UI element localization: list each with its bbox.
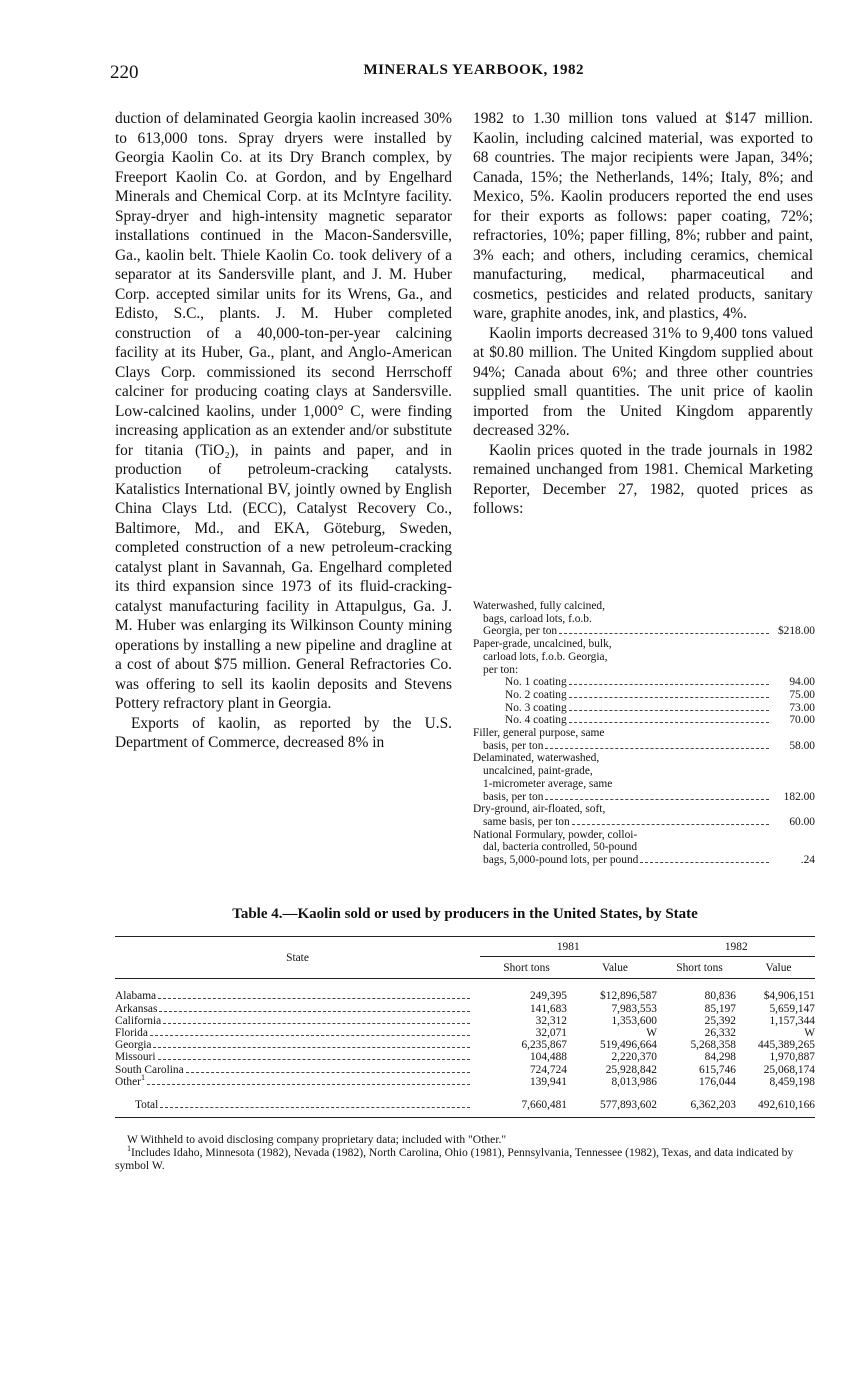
price-label: No. 4 coating xyxy=(505,714,567,727)
table-row xyxy=(115,1076,815,1088)
price-row xyxy=(473,689,815,702)
short-tons-cell: 724,724 xyxy=(529,1063,567,1076)
state-name xyxy=(115,1003,157,1015)
price-value: $218.00 xyxy=(777,625,815,638)
price-value: 75.00 xyxy=(789,688,815,701)
value-cell: 1,353,600 xyxy=(611,1014,657,1027)
price-row xyxy=(473,816,815,829)
price-label: same basis, per ton xyxy=(483,815,570,828)
price-value: 182.00 xyxy=(783,790,815,803)
price-label: 1-micrometer average, same xyxy=(483,777,613,790)
state-name xyxy=(115,1015,161,1027)
short-tons-cell: 80,836 xyxy=(704,990,736,1003)
price-row xyxy=(473,676,815,689)
paragraph: Exports of kaolin, as reported by the U.S. Department of Commerce, decreased 8% in xyxy=(115,714,452,751)
dot-leader xyxy=(186,1072,470,1073)
footnote-mark: 1 xyxy=(127,1144,131,1154)
price-value: 60.00 xyxy=(789,815,815,828)
state-label: Georgia xyxy=(115,1039,152,1052)
price-label: carload lots, f.o.b. Georgia, xyxy=(483,650,608,663)
price-row xyxy=(473,625,815,638)
price-row xyxy=(473,778,815,791)
short-tons-header: Short tons xyxy=(657,957,742,979)
value-header: Value xyxy=(573,957,657,979)
short-tons-cell: 85,197 xyxy=(704,1002,736,1015)
table-notes xyxy=(115,1133,820,1172)
price-row xyxy=(473,613,815,626)
state-name xyxy=(135,1099,158,1111)
short-tons-cell: 615,746 xyxy=(698,1063,736,1076)
table-row xyxy=(115,979,815,1003)
price-row xyxy=(473,803,815,816)
price-label: Paper-grade, uncalcined, bulk, xyxy=(473,638,612,651)
state-label: California xyxy=(115,1014,162,1027)
price-value: 58.00 xyxy=(789,739,815,752)
price-row xyxy=(473,752,815,765)
short-tons-cell: 32,071 xyxy=(535,1027,567,1040)
value-cell: 5,659,147 xyxy=(769,1002,815,1015)
price-row xyxy=(473,664,815,677)
price-label: Delaminated, waterwashed, xyxy=(473,752,600,765)
kaolin-table xyxy=(115,936,815,1118)
table-caption: Table 4.—Kaolin sold or used by producers in the United States, by State xyxy=(232,906,698,922)
price-row xyxy=(473,791,815,804)
state-label: Missouri xyxy=(115,1051,156,1064)
short-tons-cell: 176,044 xyxy=(698,1075,736,1088)
state-name xyxy=(115,1051,156,1063)
paragraph: duction of delaminated Georgia kaolin increased 30% to 613,000 tons. Spray dryers were installed by Georgia Kaolin Co. at its Dry Branch complex, by Freeport Kaolin Co. at Gordon, and by Engelhard Minerals and Chemical Corp. at its McIntyre facility. Spray-dryer and high-intensity magnetic separator installations continued in the Macon-Sandersville, Ga., kaolin belt. Thiele Kaolin Co. took delivery of a separator at its Sandersville plant, and J. M. Huber Corp. accepted similar units for its Wrens, Ga., and Edisto, S.C., plants. J. M. Huber completed construction of a 40,000-ton-per-year calcining facility at its Huber, Ga., plant, and Anglo-American Clays Corp. commissioned its second Herrschoff calciner for producing coating clays at Sandersville. Low-calcined kaolins, under 1,000° C, were finding increasing application as an extender and/or substitute for titania (TiO₂), in paints and paper, and in production of petroleum-cracking catalysts. Katalistics International BV, jointly owned by English China Clays Ltd. (ECC), Catalyst Recovery Co., Baltimore, Md., and EKA, Göteburg, Sweden, completed construction of a new petroleum-cracking catalyst plant in Savannah, Ga. Engelhard completed its third expansion since 1973 of its fluid-cracking-catalyst manufacturing facility in Attapulgus, Ga. J. M. Huber was enlarging its Wilkinson County mining operations by installing a new pipeline and dragline at a cost of about $75 million. General Refractories Co. was offering to sell its kaolin deposits and Stevens Pottery refractory plant in Georgia. xyxy=(115,110,452,712)
paragraph: Kaolin imports decreased 31% to 9,400 tons valued at $0.80 million. The United Kingdom supplied about 94%; Canada about 6%; and three other countries supplied small quantities. The unit price of kaolin imported from the United Kingdom apparently decreased 32%. xyxy=(473,324,813,439)
price-value: .24 xyxy=(800,854,815,867)
price-row xyxy=(473,702,815,715)
dot-leader xyxy=(559,633,769,634)
dot-leader xyxy=(159,1011,470,1012)
price-label: uncalcined, paint-grade, xyxy=(483,765,593,778)
state-name xyxy=(115,1064,184,1076)
short-tons-cell: 7,660,481 xyxy=(480,1088,573,1118)
price-label: bags, carload lots, f.o.b. xyxy=(483,612,592,625)
value-cell: $12,896,587 xyxy=(600,990,657,1003)
price-label: No. 3 coating xyxy=(505,701,567,714)
dot-leader xyxy=(569,697,769,698)
year-header-1982: 1982 xyxy=(657,937,815,957)
price-row xyxy=(473,841,815,854)
page-header xyxy=(110,62,584,88)
short-tons-cell: 249,395 xyxy=(529,990,567,1003)
table-row xyxy=(115,1003,815,1015)
state-header: State xyxy=(115,937,480,979)
page-number: 220 xyxy=(110,62,139,83)
price-label: No. 1 coating xyxy=(505,676,567,689)
table-row xyxy=(115,1039,815,1051)
value-cell: 8,013,986 xyxy=(611,1075,657,1088)
value-cell: 1,970,887 xyxy=(769,1051,815,1064)
value-cell: 8,459,198 xyxy=(769,1075,815,1088)
price-value: 73.00 xyxy=(789,701,815,714)
paragraph: Kaolin prices quoted in the trade journals in 1982 remained unchanged from 1981. Chemical Marketing Reporter, December 27, 1982, quoted prices as follows: xyxy=(473,441,813,517)
value-cell: 25,068,174 xyxy=(763,1063,815,1076)
dot-leader xyxy=(640,862,769,863)
footnote-text: Includes Idaho, Minnesota (1982), Nevada (1982), North Carolina, Ohio (1981), Pennsylvania, Tennessee (1982), Texas, and data indicated by symbol W. xyxy=(115,1146,794,1172)
table-row xyxy=(115,1051,815,1063)
footnote-mark: 1 xyxy=(140,1073,145,1083)
value-cell: 492,610,166 xyxy=(742,1088,815,1118)
value-cell: W xyxy=(804,1027,815,1040)
value-cell: 445,389,265 xyxy=(758,1039,815,1052)
short-tons-cell: 6,362,203 xyxy=(657,1088,742,1118)
dot-leader xyxy=(545,799,769,800)
state-label: Other xyxy=(115,1075,141,1088)
short-tons-header: Short tons xyxy=(480,957,573,979)
dot-leader xyxy=(545,748,769,749)
state-label: South Carolina xyxy=(115,1063,184,1076)
withheld-note: W Withheld to avoid disclosing company proprietary data; included with "Other." xyxy=(127,1133,507,1146)
left-column xyxy=(115,109,452,753)
dot-leader xyxy=(572,824,769,825)
value-cell: 2,220,370 xyxy=(611,1051,657,1064)
value-cell: 7,983,553 xyxy=(611,1002,657,1015)
price-row xyxy=(473,651,815,664)
short-tons-cell: 5,268,358 xyxy=(690,1039,736,1052)
price-row xyxy=(473,765,815,778)
dot-leader xyxy=(153,1047,470,1048)
value-cell: 1,157,344 xyxy=(769,1014,815,1027)
short-tons-cell: 139,941 xyxy=(529,1075,567,1088)
value-cell: 577,893,602 xyxy=(573,1088,657,1118)
state-label: Alabama xyxy=(115,990,157,1003)
state-label: Arkansas xyxy=(115,1002,158,1015)
dot-leader xyxy=(569,684,769,685)
short-tons-cell: 32,312 xyxy=(535,1014,567,1027)
short-tons-cell: 25,392 xyxy=(704,1014,736,1027)
price-label: bags, 5,000-pound lots, per pound xyxy=(483,854,639,867)
state-name xyxy=(115,1039,151,1051)
price-row xyxy=(473,740,815,753)
dot-leader xyxy=(150,1035,470,1036)
dot-leader xyxy=(158,998,470,999)
price-row xyxy=(473,727,815,740)
dot-leader xyxy=(163,1023,470,1024)
dot-leader xyxy=(147,1084,470,1085)
price-label: Georgia, per ton xyxy=(483,625,558,638)
price-label: dal, bacteria controlled, 50-pound xyxy=(483,841,638,854)
price-label: Dry-ground, air-floated, soft, xyxy=(473,803,606,816)
value-header: Value xyxy=(742,957,815,979)
price-label: Waterwashed, fully calcined, xyxy=(473,600,605,612)
price-row xyxy=(473,829,815,842)
table-row xyxy=(115,1027,815,1039)
price-label: basis, per ton xyxy=(483,790,544,803)
price-row xyxy=(473,638,815,651)
short-tons-cell: 141,683 xyxy=(529,1002,567,1015)
footnote xyxy=(115,1146,820,1172)
short-tons-cell: 104,488 xyxy=(529,1051,567,1064)
state-label: Florida xyxy=(115,1027,148,1040)
state-name xyxy=(115,1027,148,1039)
price-label: No. 2 coating xyxy=(505,688,567,701)
price-value: 94.00 xyxy=(789,676,815,689)
state-name xyxy=(115,1073,145,1088)
short-tons-cell: 84,298 xyxy=(704,1051,736,1064)
price-label: National Formulary, powder, colloi- xyxy=(473,828,638,841)
state-label: Total xyxy=(135,1099,159,1112)
price-row xyxy=(473,600,815,613)
table-row xyxy=(115,1015,815,1027)
running-title: MINERALS YEARBOOK, 1982 xyxy=(363,62,584,78)
value-cell: 519,496,664 xyxy=(600,1039,657,1052)
dot-leader xyxy=(569,722,769,723)
short-tons-cell: 6,235,867 xyxy=(521,1039,567,1052)
price-label: Filler, general purpose, same xyxy=(473,727,605,740)
dot-leader xyxy=(569,710,769,711)
price-list xyxy=(473,600,815,867)
value-cell: $4,906,151 xyxy=(763,990,815,1003)
price-value: 70.00 xyxy=(789,714,815,727)
price-label: basis, per ton xyxy=(483,739,544,752)
total-row xyxy=(115,1088,815,1118)
dot-leader xyxy=(158,1059,470,1060)
price-label: per ton: xyxy=(483,663,519,676)
price-row xyxy=(473,854,815,867)
value-cell: 25,928,842 xyxy=(605,1063,657,1076)
paragraph: 1982 to 1.30 million tons valued at $147 million. Kaolin, including calcined material, was exported to 68 countries. The major recipients were Japan, 34%; Canada, 15%; the Netherlands, 14%; Italy, 8%; and Mexico, 5%. Kaolin producers reported the end uses for their exports as follows: paper coating, 72%; refractories, 10%; paper filling, 8%; rubber and paint, 3% each; and others, including ceramics, chemical manufacturing, medical, pharmaceutical and cosmetics, pesticides and related products, sanitary ware, graphite anodes, ink, and plastics, 4%. xyxy=(473,110,813,322)
right-column xyxy=(473,109,813,519)
state-name xyxy=(115,990,156,1002)
year-header-1981: 1981 xyxy=(480,937,657,957)
dot-leader xyxy=(160,1107,470,1108)
short-tons-cell: 26,332 xyxy=(704,1027,736,1040)
price-row xyxy=(473,714,815,727)
table-row xyxy=(115,1064,815,1076)
value-cell: W xyxy=(646,1027,657,1040)
